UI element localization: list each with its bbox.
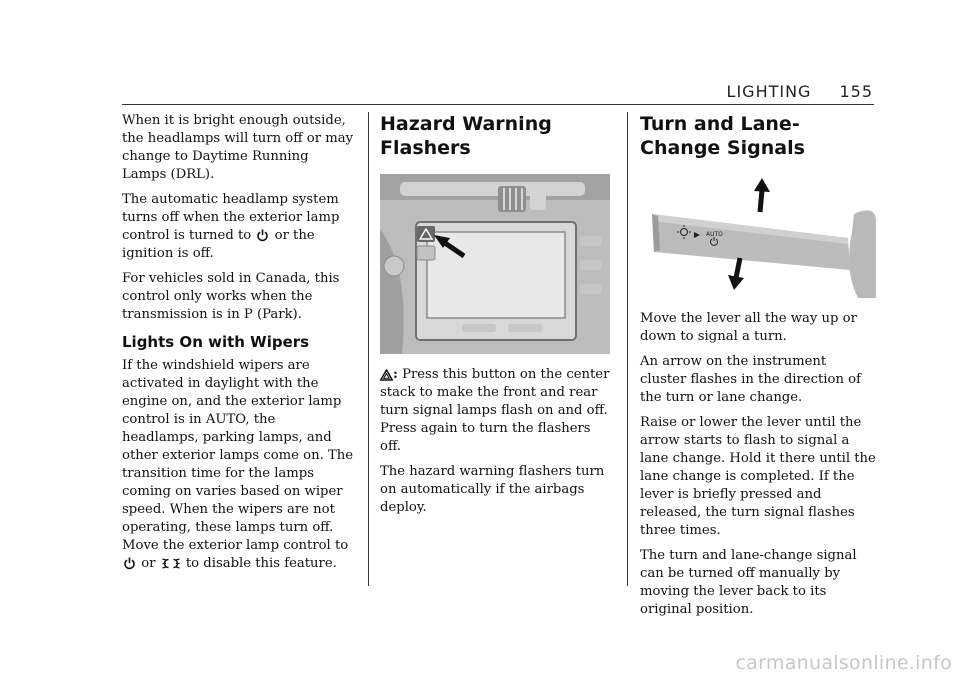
- header-section: LIGHTING: [726, 82, 812, 101]
- drl-paragraph: When it is bright enough outside, the headlamps will turn off or may change to Daytime Running Lamps (DRL).: [122, 113, 354, 182]
- lever-auto-label: AUTO: [706, 231, 723, 238]
- canada-paragraph: For vehicles sold in Canada, this control only works when the transmission is in P (Park).: [122, 271, 340, 322]
- power-off-icon: [257, 229, 268, 242]
- lane-change-paragraph: Raise or lower the lever until the arrow starts to flash to signal a lane change. Hold it there until the lane change is completed. If the lever is briefly pressed and released, the turn signal flashes three times.: [640, 415, 876, 538]
- hazard-button-paragraph: : Press this button on the center stack to make the front and rear turn signal lamps flash on and off. Press again to turn the flashers off.: [380, 367, 610, 454]
- column-1: [122, 112, 356, 580]
- auto-off-paragraph: The automatic headlamp system turns off when the exterior lamp control is turned to or the ignition is off.: [122, 192, 340, 261]
- arrow-cluster-paragraph: An arrow on the instrument cluster flashes in the direction of the turn or lane change.: [640, 354, 861, 405]
- turn-signal-lever-illustration: [640, 174, 876, 298]
- running-header: [727, 82, 873, 101]
- hazard-triangle-icon: [380, 369, 393, 381]
- header-page-number: 155: [839, 82, 873, 101]
- center-stack-illustration: [380, 174, 610, 354]
- parking-lamp-icon: [162, 557, 180, 570]
- down-arrow-icon: [728, 258, 744, 290]
- header-rule: [122, 104, 874, 105]
- hazard-button-icon: [417, 226, 435, 242]
- column-divider: [368, 112, 369, 586]
- turn-signal-heading: Turn and Lane-Change Signals: [640, 113, 805, 159]
- airbag-paragraph: The hazard warning flashers turn on automatically if the airbags deploy.: [380, 464, 605, 515]
- up-arrow-icon: [754, 178, 770, 212]
- footer: [0, 652, 960, 678]
- column-divider: [627, 112, 628, 586]
- wipers-paragraph: If the windshield wipers are activated in daylight with the engine on, and the exterior lamp control is in AUTO, the headlamps, parking lamps, and other exterior lamps come on. The transition time for the lamps coming on varies based on wiper speed. When the wipers are not operating, these lamps turn off. Move the exterior lamp control to or to disable this feature.: [122, 358, 354, 571]
- hazard-heading: Hazard Warning Flashers: [380, 113, 552, 159]
- vent-icon: [498, 186, 526, 212]
- column-2: [380, 112, 612, 524]
- watermark-text: carmanualsonline.info: [735, 652, 952, 674]
- manual-off-paragraph: The turn and lane-change signal can be turned off manually by moving the lever back to its original position.: [640, 548, 857, 617]
- lights-with-wipers-heading: Lights On with Wipers: [122, 333, 310, 351]
- power-off-icon: [124, 557, 135, 570]
- move-lever-paragraph: Move the lever all the way up or down to signal a turn.: [640, 311, 857, 344]
- column-3: [640, 112, 876, 626]
